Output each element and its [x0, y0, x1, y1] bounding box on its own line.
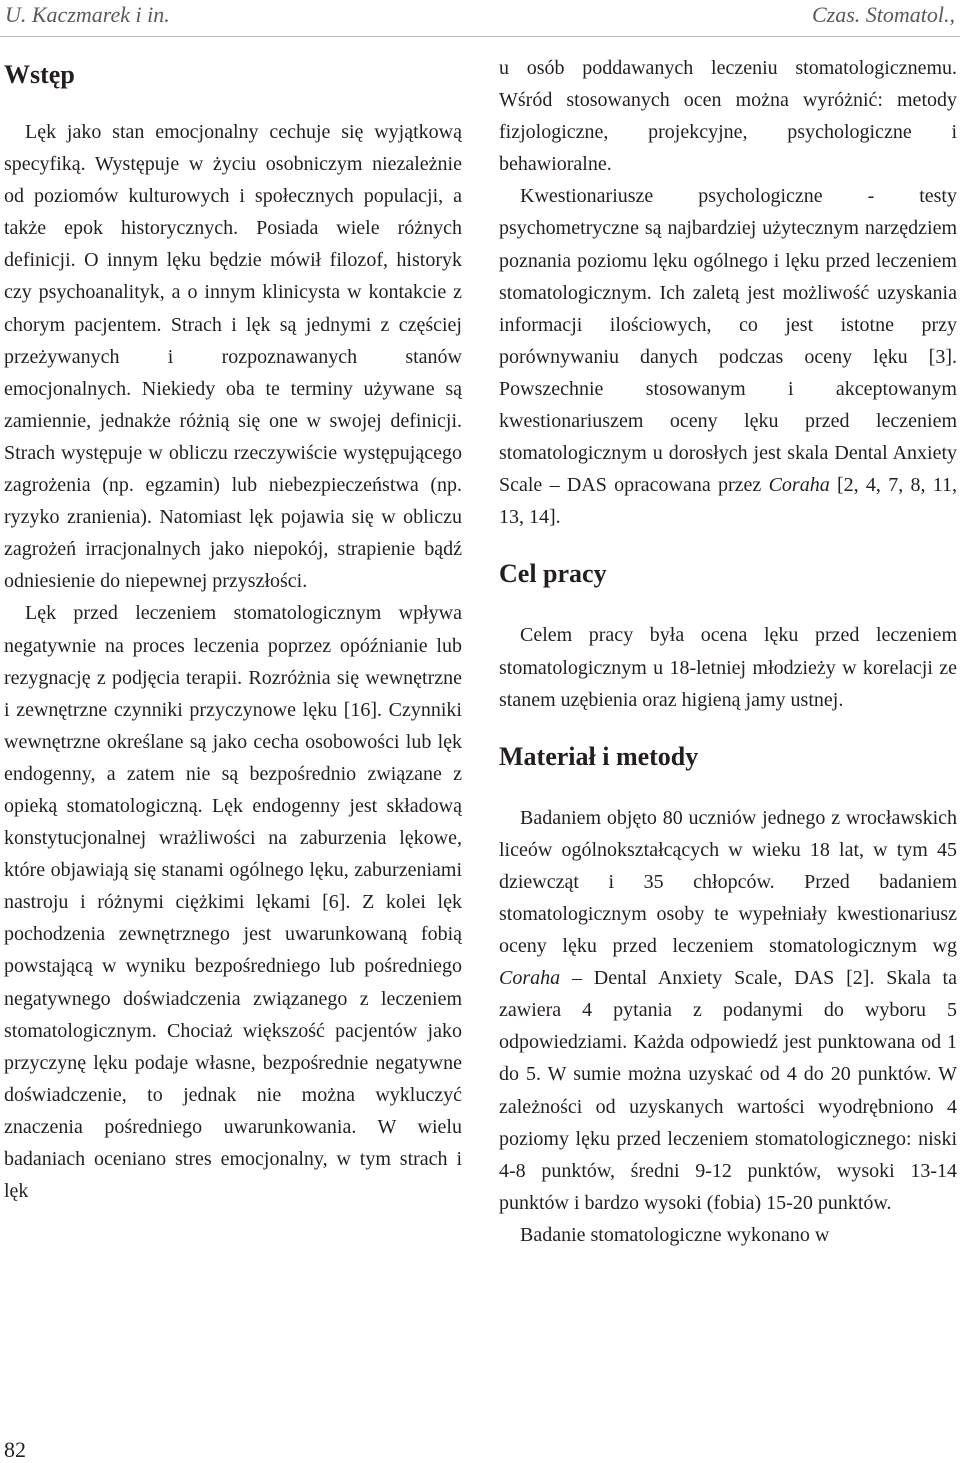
- paragraph-continuation: u osób poddawanych leczeniu stomatologicznemu. Wśród stosowanych ocen można wyróżnić: metody fizjologiczne, projekcyjne, psychologiczne i behawioralne.: [499, 57, 957, 176]
- questionnaires-text: Kwestionariusze psychologiczne - testy psychometryczne są najbardziej użytecznym narzędziem poznania poziomu lęku ogólnego i lęku przed leczeniem stomatologicznym. Ich zaletą jest możliwość uzyskania informacji ilościowych, co jest istotne przy porównywaniu danych podczas oceny lęku [3]. Powszechnie stosowanym i akceptowanym kwestionariuszem oceny lęku przed leczeniem stomatologicznym u dorosłych jest skala Dental Anxiety Scale – DAS opracowana przez: [499, 185, 957, 497]
- author-name-coraha: Coraha: [768, 474, 830, 497]
- paragraph-dental-anxiety: Lęk przed leczeniem stomatologicznym wpływa negatywnie na proces leczenia poprzez opóźnianie lub rezygnację z podjęcia terapii. Rozróżnia się wewnętrzne i zewnętrzne czynniki przyczynowe lęku [16]. Czynniki wewnętrzne określane są jako cecha osobowości lub lęk endogenny, a zatem nie są bezpośrednio związane z opieką stomatologiczną. Lęk endogenny jest składową konstytucjonalnej wrażliwości na zaburzenia lękowe, które objawiają się stanami ogólnego lęku, zaburzeniami nastroju i różnymi ciężkimi lękami [6]. Z kolei lęk pochodzenia zewnętrznego jest uwarunkowaną fobią powstającą w wyniku bezpośredniego lub pośredniego negatywnego doświadczenia związanego z leczeniem stomatologicznym. Chociaż większość pacjentów jako przyczynę lęku podaje własne, bezpośrednie negatywne doświadczenie, to jednak nie można wykluczyć znaczenia pośredniego uwarunkowania. W wielu badaniach oceniano stres emocjonalny, w tym strach i lęk: [4, 602, 462, 1203]
- methods-text-continued: – Dental Anxiety Scale, DAS [2]. Skala ta zawiera 4 pytania z podanymi do wyboru 5 odpowiedziami. Każda odpowiedź jest punktowana od 1 do 5. W sumie można uzyskać od 4 do 20 punktów. W zależności od uzyskanych wartości wyodrębniono 4 poziomy lęku przed leczeniem stomatologicznego: niski 4-8 punktów, średni 9-12 punktów, wysoki 13-14 punktów i bardzo wysoki (fobia) 15-20 punktów.: [499, 967, 957, 1214]
- questionnaires-citations: [2, 4, 7, 8, 11, 13, 14].: [499, 474, 957, 529]
- header-journal: Czas. Stomatol.,: [811, 2, 955, 27]
- paragraph-methods: [499, 802, 957, 1219]
- heading-introduction: Wstęp: [4, 60, 75, 89]
- author-name-coraha-2: Coraha: [499, 967, 561, 990]
- header-rule: [0, 36, 960, 37]
- methods-text: Badaniem objęto 80 uczniów jednego z wrocławskich liceów ogólnokształcących w wieku 18 lat, w tym 45 dziewcząt i 35 chłopców. Przed badaniem stomatologicznym osoby te wypełniały kwestionariusz oceny lęku przed leczeniem stomatologicznym wg: [499, 806, 957, 958]
- right-column: [499, 52, 957, 1251]
- paragraph-questionnaires: [499, 180, 957, 533]
- paragraph-intro-anxiety: Lęk jako stan emocjonalny cechuje się wyjątkową specyfiką. Występuje w życiu osobniczym niezależnie od poziomów kulturowych i społecznych populacji, a także epok historycznych. Posiada wiele różnych definicji. O innym lęku będzie mówił filozof, historyk czy psychoanalityk, a o innym klinicysta w kontakcie z chorym pacjentem. Strach i lęk są jednymi z częściej przeżywanych i rozpoznawanych stanów emocjonalnych. Niekiedy oba te terminy używane są zamiennie, jednakże różnią się one w swojej definicji. Strach występuje w obliczu rzeczywiście występującego zagrożenia (np. egzamin) lub niebezpieczeństwa (np. ryzyko zranienia). Natomiast lęk pojawia się w obliczu zagrożeń irracjonalnych jako niepokój, strapienie bądź odniesienie do niepewnej przyszłości.: [4, 121, 462, 593]
- paragraph-aim: Celem pracy była ocena lęku przed leczeniem stomatologicznym u 18-letniej młodzieży w korelacji ze stanem uzębienia oraz higieną jamy ustnej.: [499, 624, 957, 711]
- page-number: 82: [4, 1437, 26, 1462]
- heading-aim: Cel pracy: [499, 559, 607, 589]
- paragraph-examination: Badanie stomatologiczne wykonano w: [520, 1223, 830, 1246]
- left-column: [4, 52, 462, 1207]
- header-authors: U. Kaczmarek i in.: [5, 2, 170, 27]
- heading-methods: Materiał i metody: [499, 741, 699, 771]
- running-header: [5, 0, 955, 28]
